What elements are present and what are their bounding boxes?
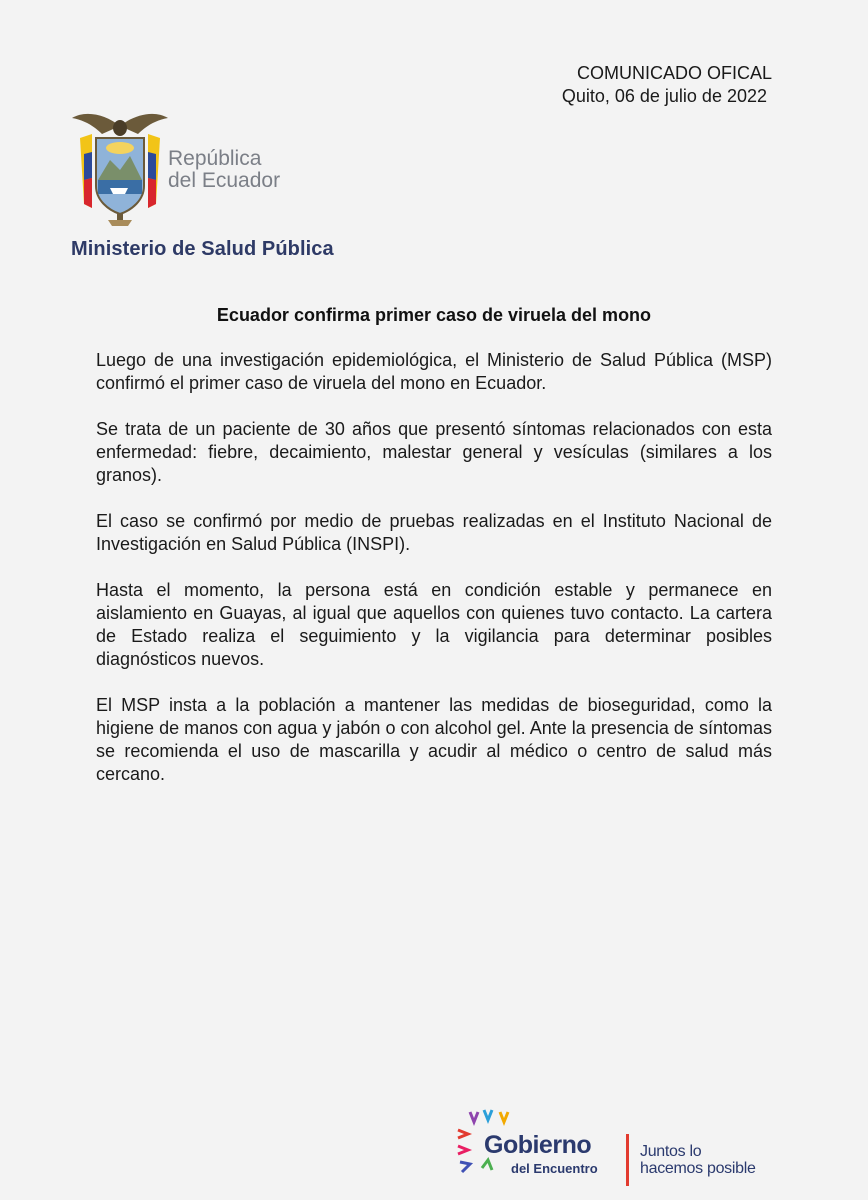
document-type: COMUNICADO OFICAL — [576, 63, 772, 83]
paragraph: Luego de una investigación epidemiológica, el Ministerio de Salud Pública (MSP) confirmó el primer caso de viruela del mono en Ecuador. — [96, 350, 772, 393]
paragraph: El caso se confirmó por medio de pruebas realizadas en el Instituto Nacional de Investigación en Salud Pública (INSPI). — [96, 511, 772, 554]
ministry-name: Ministerio de Salud Pública — [71, 238, 334, 260]
brand-subtitle: del Encuentro — [511, 1161, 598, 1176]
coat-of-arms-icon — [70, 108, 170, 228]
document-title: Ecuador confirma primer caso de viruela del mono — [216, 305, 652, 325]
document-header — [562, 62, 772, 108]
place-date: Quito, 06 de julio de 2022 — [561, 86, 767, 106]
document-body — [96, 349, 772, 809]
republic-name: República del Ecuador — [168, 147, 281, 192]
slogan: Juntos lo hacemos posible — [640, 1143, 756, 1177]
paragraph: Se trata de un paciente de 30 años que presentó síntomas relacionados con esta enfermedad: fiebre, decaimiento, malestar general y vesículas (similares a los granos). — [96, 419, 772, 485]
footer-divider — [626, 1134, 629, 1186]
paragraph: El MSP insta a la población a mantener las medidas de bioseguridad, como la higiene de manos con agua y jabón o con alcohol gel. Ante la presencia de síntomas se recomienda el uso de mascarilla y acudir al médico o centro de salud más cercano. — [96, 695, 772, 784]
paragraph: Hasta el momento, la persona está en condición estable y permanece en aislamiento en Guayas, al igual que aquellos con quienes tuvo contacto. La cartera de Estado realiza el seguimiento y la vigilancia para determinar posibles diagnósticos nuevos. — [96, 580, 772, 669]
brand-name: Gobierno — [484, 1131, 592, 1159]
